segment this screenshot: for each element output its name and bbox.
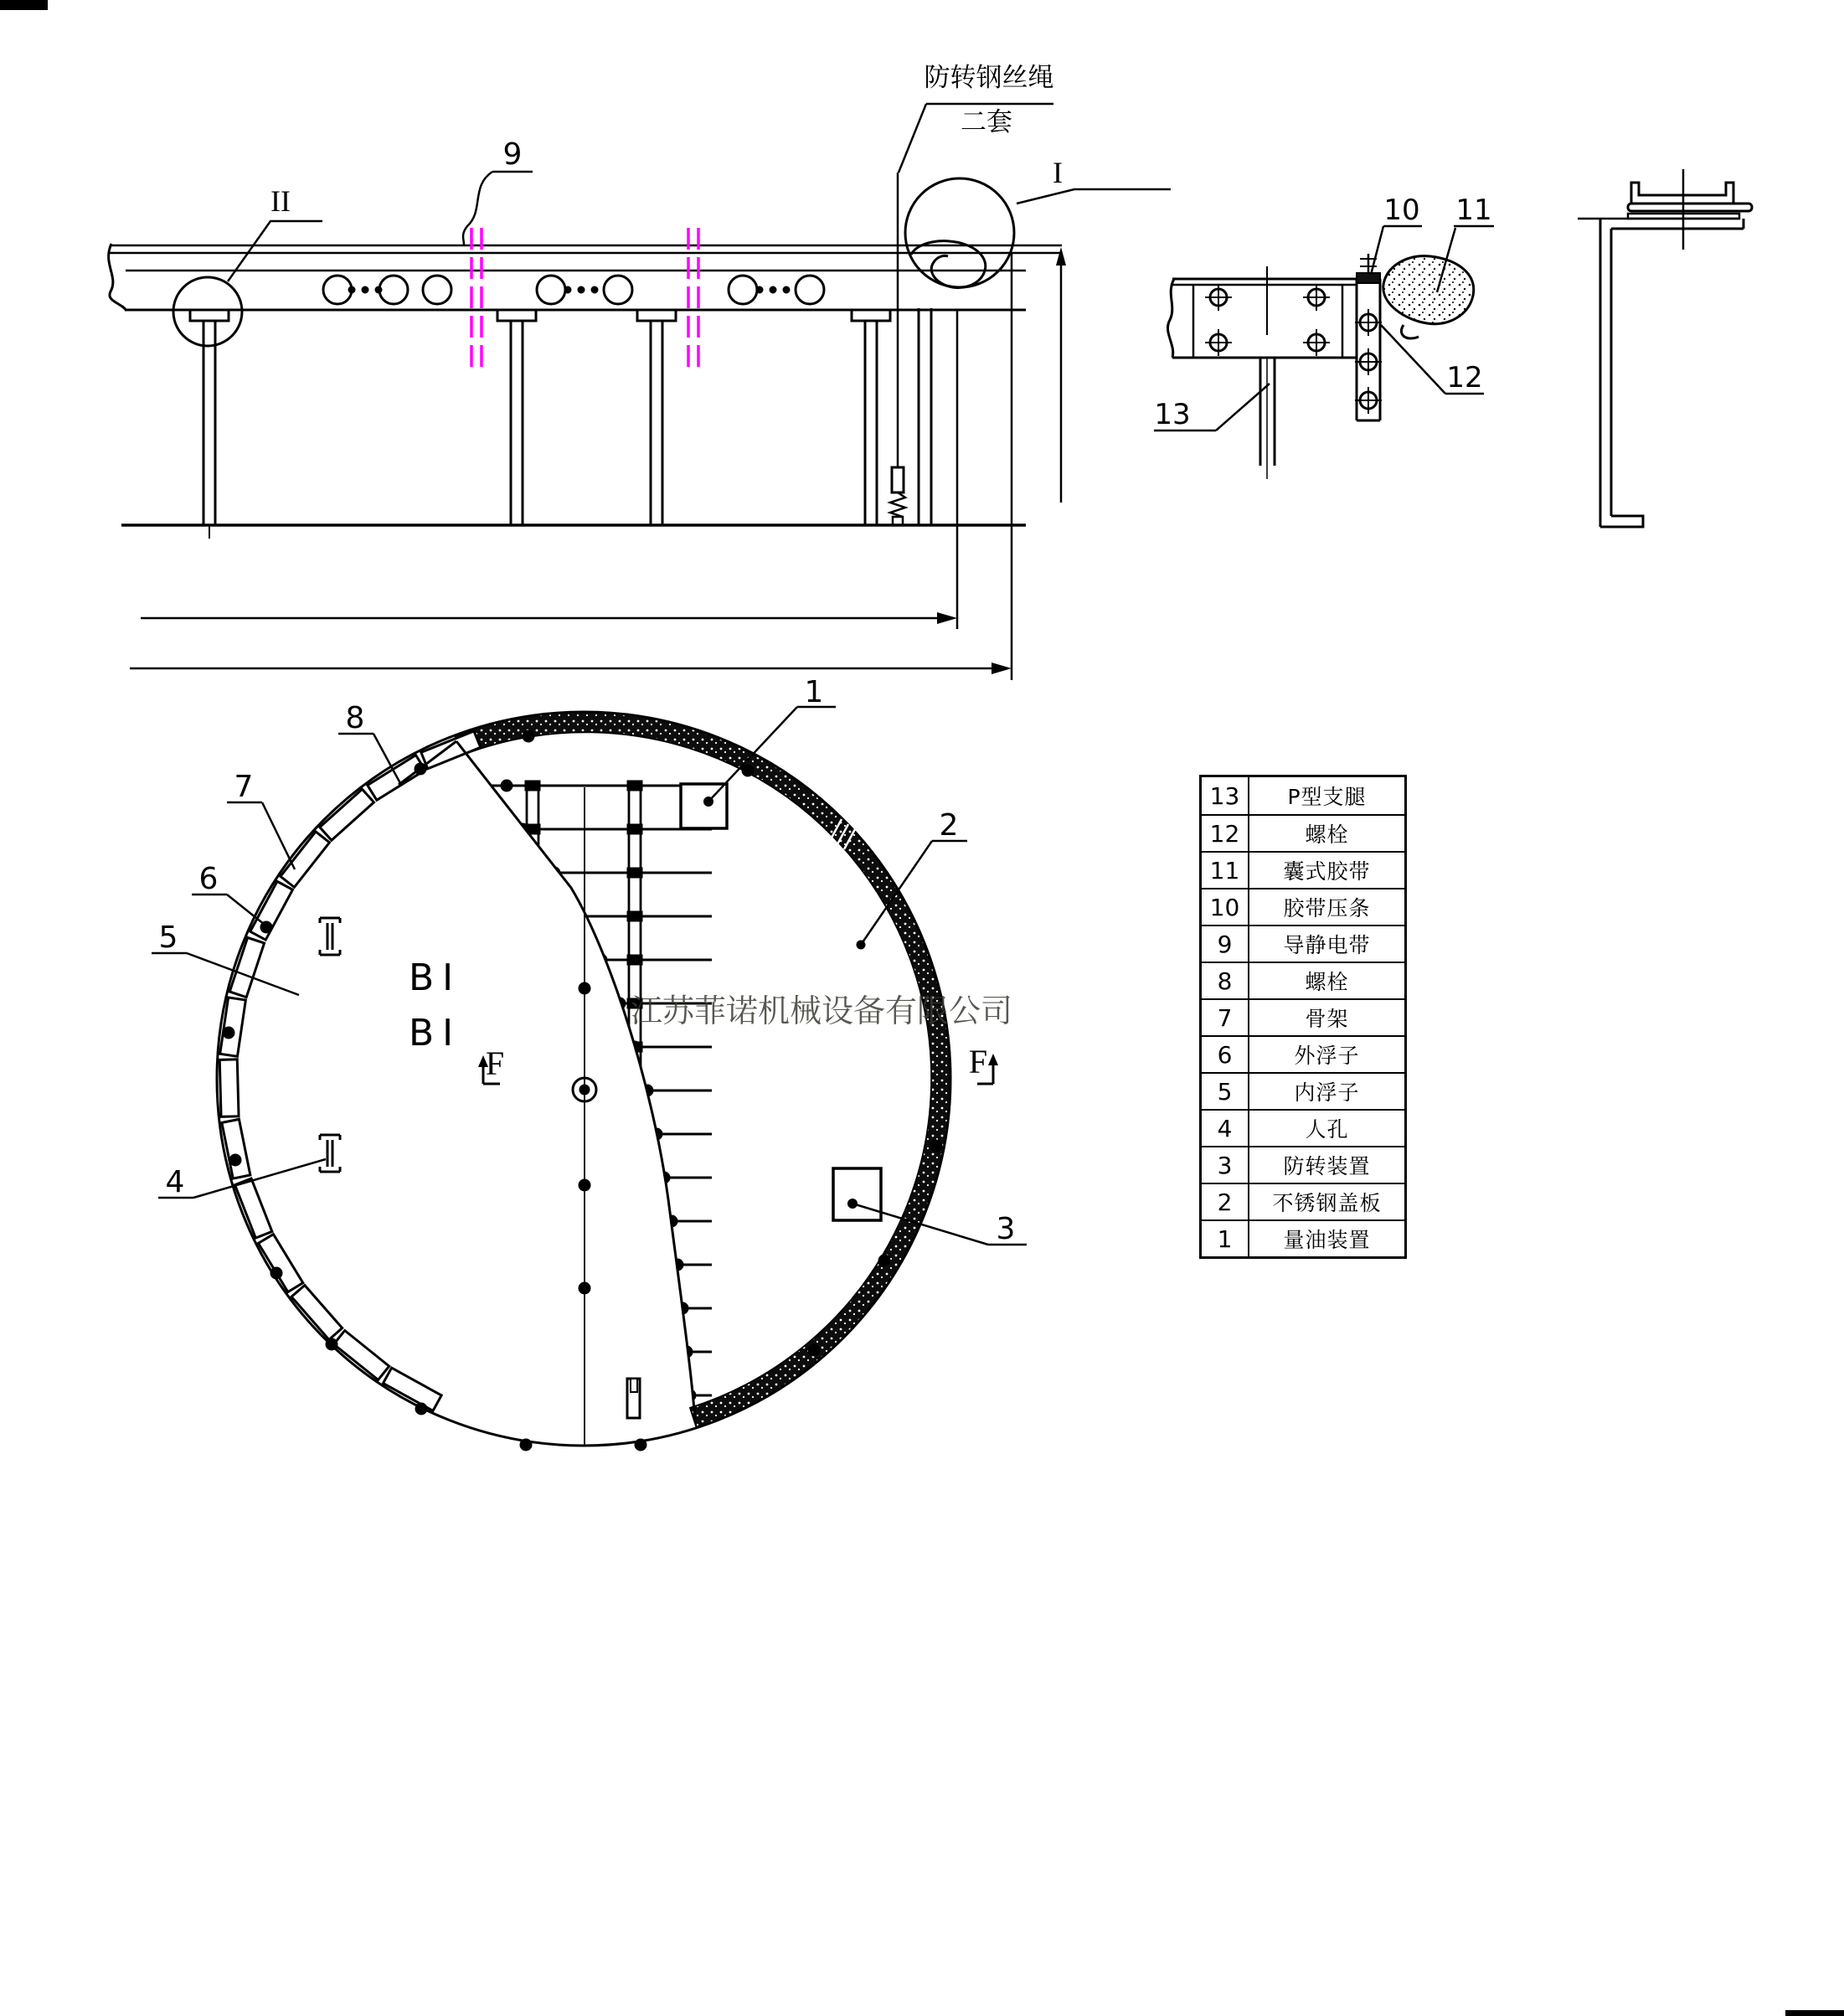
- callout-4: 4: [165, 1165, 185, 1199]
- callout-6: 6: [198, 862, 219, 896]
- detail-i-leader: [1017, 189, 1171, 204]
- table-row: 8 螺栓: [1202, 962, 1404, 998]
- bolt-symbols: [1205, 284, 1382, 414]
- table-row: 7 骨架: [1202, 998, 1404, 1035]
- callout-8: 8: [345, 701, 365, 735]
- parts-table: [1199, 775, 1407, 1259]
- outer-float-segments: [219, 731, 481, 1411]
- callout-3: 3: [996, 1212, 1016, 1246]
- table-row: 5 内浮子: [1202, 1072, 1404, 1109]
- callout-9: 9: [502, 137, 523, 172]
- callout-11: 11: [1455, 193, 1492, 227]
- table-row: 11 囊式胶带: [1202, 851, 1404, 888]
- callout-10: 10: [1383, 193, 1420, 227]
- bladder-belt: [1383, 256, 1474, 324]
- rim-seal-section: [911, 241, 986, 288]
- callout-12: 12: [1446, 361, 1483, 394]
- company-watermark: 江苏菲诺机械设备有限公司: [631, 993, 1013, 1029]
- callout-2: 2: [939, 808, 959, 843]
- callout-i: I: [1053, 156, 1063, 189]
- callout-5: 5: [158, 920, 178, 955]
- table-row: 6 外浮子: [1202, 1035, 1404, 1072]
- manhole-symbol: [320, 918, 340, 1172]
- section-f-marks: [478, 1054, 998, 1084]
- detail-ii-view: [1578, 169, 1752, 527]
- table-row: 4 人孔: [1202, 1109, 1404, 1146]
- table-row: 12 螺栓: [1202, 814, 1404, 851]
- belt-pressing-strip: [1357, 273, 1380, 283]
- table-row: 3 防转装置: [1202, 1146, 1404, 1183]
- callout-1: 1: [804, 675, 824, 709]
- support-legs: [190, 310, 890, 539]
- break-lines: [471, 228, 698, 369]
- plan-view: [152, 707, 1027, 1451]
- callout-13: 13: [1154, 398, 1191, 431]
- section-f-right: F: [968, 1043, 988, 1080]
- callout-7: 7: [234, 770, 254, 804]
- deck-holes: [323, 276, 824, 304]
- anti-rotation-device: [833, 1168, 881, 1220]
- table-row: 13 P型支腿: [1202, 777, 1404, 814]
- section-f-left: F: [485, 1044, 505, 1082]
- callout-ii: II: [270, 184, 291, 218]
- section-b1-lower: BI: [409, 1012, 462, 1054]
- section-b1-upper: BI: [409, 956, 462, 999]
- note-wire-rope-line2: 二套: [961, 107, 1012, 137]
- anti-rotation-wire-rope: [890, 173, 905, 525]
- corner-mark-bottom-right: [1785, 2010, 1844, 2016]
- table-row: 9 导静电带: [1202, 925, 1404, 962]
- note-wire-rope-line1: 防转钢丝绳: [924, 63, 1054, 93]
- table-row: 2 不锈钢盖板: [1202, 1183, 1404, 1219]
- detail-ii-leader: [228, 221, 322, 281]
- corner-mark-top-left: [0, 0, 48, 10]
- table-row: 1 量油装置: [1202, 1219, 1404, 1256]
- detail-i-view: [1154, 226, 1494, 479]
- elevation-view: [109, 104, 1171, 680]
- table-row: 10 胶带压条: [1202, 888, 1404, 925]
